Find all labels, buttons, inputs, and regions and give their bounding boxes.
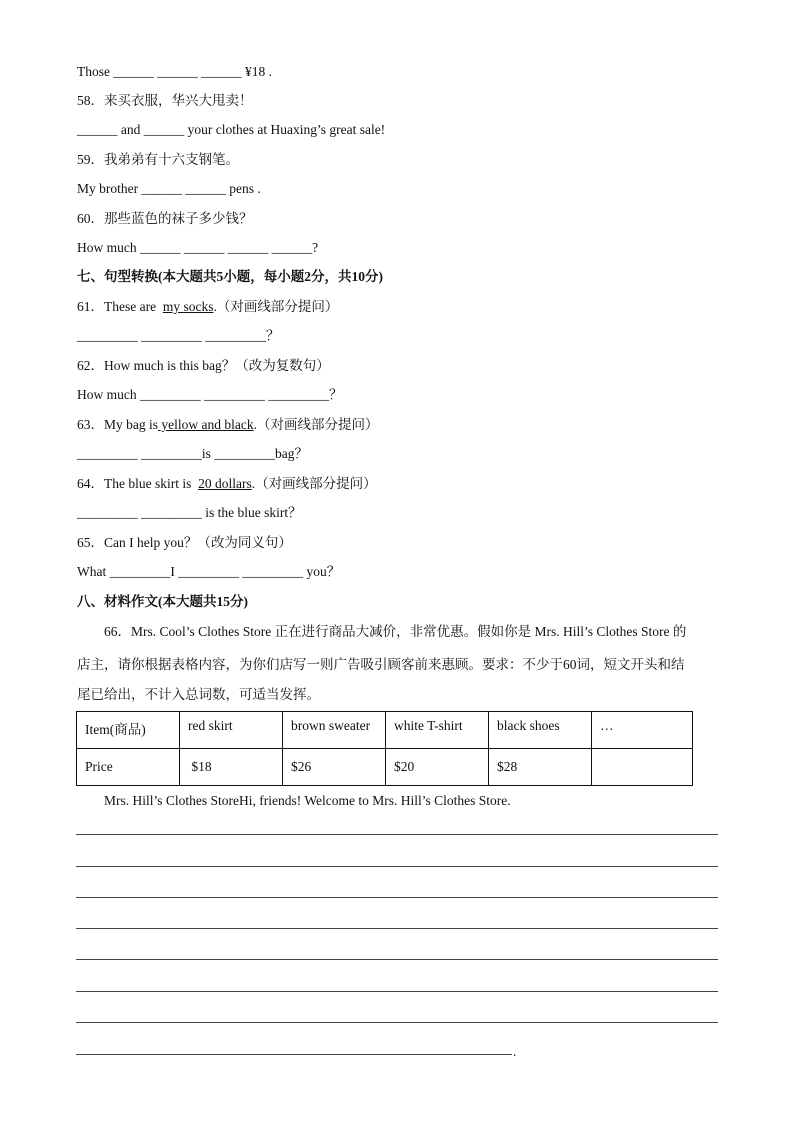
q66-line-2: 店主，请你根据表格内容，为你们店写一则广告吸引顾客前来惠顾。要求：不少于60词，短文开头和结 [77, 657, 685, 672]
q60-answer-line: How much ______ ______ ______ ______? [77, 240, 319, 255]
q64-answer-line: _________ _________ is the blue skirt？ [77, 505, 302, 520]
table-cell: $18 [180, 749, 283, 786]
table-cell: red skirt [180, 712, 283, 749]
q66-line-1: 66．Mrs. Cool’s Clothes Store 正在进行商品大减价，非常优惠。假如你是 Mrs. Hill’s Clothes Store 的 [104, 624, 687, 639]
q65-answer-line: What _________I _________ _________ you？ [77, 564, 341, 579]
q61-prompt [77, 298, 338, 316]
table-cell: $20 [386, 749, 489, 786]
table-cell: … [592, 712, 693, 749]
q58-answer-line: ______ and ______ your clothes at Huaxing’s great sale! [77, 122, 386, 137]
essay-end: . [513, 1044, 517, 1059]
q63-answer-line: _________ _________is _________bag？ [77, 446, 308, 461]
writing-line[interactable] [76, 1022, 718, 1023]
q63-prompt [77, 416, 378, 434]
q62-answer-line: How much _________ _________ _________？ [77, 387, 343, 402]
table-cell: black shoes [489, 712, 592, 749]
price-table [76, 711, 693, 786]
writing-line[interactable] [76, 866, 718, 867]
q57-answer-line: Those ______ ______ ______ ¥18 . [77, 64, 272, 79]
q59-answer-line: My brother ______ ______ pens . [77, 181, 261, 196]
writing-line[interactable] [76, 897, 718, 898]
section8-title: 八、材料作文(本大题共15分) [77, 594, 248, 609]
writing-line-last[interactable] [76, 1054, 512, 1055]
table-cell: $26 [283, 749, 386, 786]
table-cell: brown sweater [283, 712, 386, 749]
table-cell: $28 [489, 749, 592, 786]
writing-line[interactable] [76, 959, 718, 960]
q61-post: .（对画线部分提问） [213, 299, 339, 314]
q65-prompt: 65．Can I help you？（改为同义句） [77, 535, 292, 550]
q62-prompt: 62．How much is this bag？（改为复数句） [77, 358, 330, 373]
q61-answer-line: _________ _________ _________？ [77, 328, 280, 343]
q66-line-3: 尾已给出，不计入总词数，可适当发挥。 [77, 687, 320, 702]
q63-pre: 63．My bag is [77, 417, 158, 432]
table-row [77, 712, 693, 749]
q59-prompt: 59．我弟弟有十六支钢笔。 [77, 152, 239, 167]
q64-prompt [77, 475, 377, 493]
writing-line[interactable] [76, 834, 718, 835]
table-cell [592, 749, 693, 786]
q64-underlined: 20 dollars [198, 476, 252, 491]
essay-start: Mrs. Hill’s Clothes StoreHi, friends! Welcome to Mrs. Hill’s Clothes Store. [104, 793, 511, 808]
q58-prompt: 58．来买衣服，华兴大甩卖！ [77, 93, 253, 108]
q63-underlined: yellow and black [158, 417, 254, 432]
table-row [77, 749, 693, 786]
table-cell: Item(商品) [77, 712, 180, 749]
q63-post: .（对画线部分提问） [253, 417, 379, 432]
section7-title: 七、句型转换(本大题共5小题，每小题2分，共10分) [77, 269, 383, 284]
table-cell: Price [77, 749, 180, 786]
writing-line[interactable] [76, 928, 718, 929]
q61-pre: 61．These are [77, 299, 163, 314]
q64-pre: 64．The blue skirt is [77, 476, 199, 491]
writing-line[interactable] [76, 991, 718, 992]
table-cell: white T-shirt [386, 712, 489, 749]
q60-prompt: 60．那些蓝色的袜子多少钱？ [77, 211, 253, 226]
q61-underlined: my socks [162, 299, 214, 314]
q64-post: .（对画线部分提问） [251, 476, 377, 491]
